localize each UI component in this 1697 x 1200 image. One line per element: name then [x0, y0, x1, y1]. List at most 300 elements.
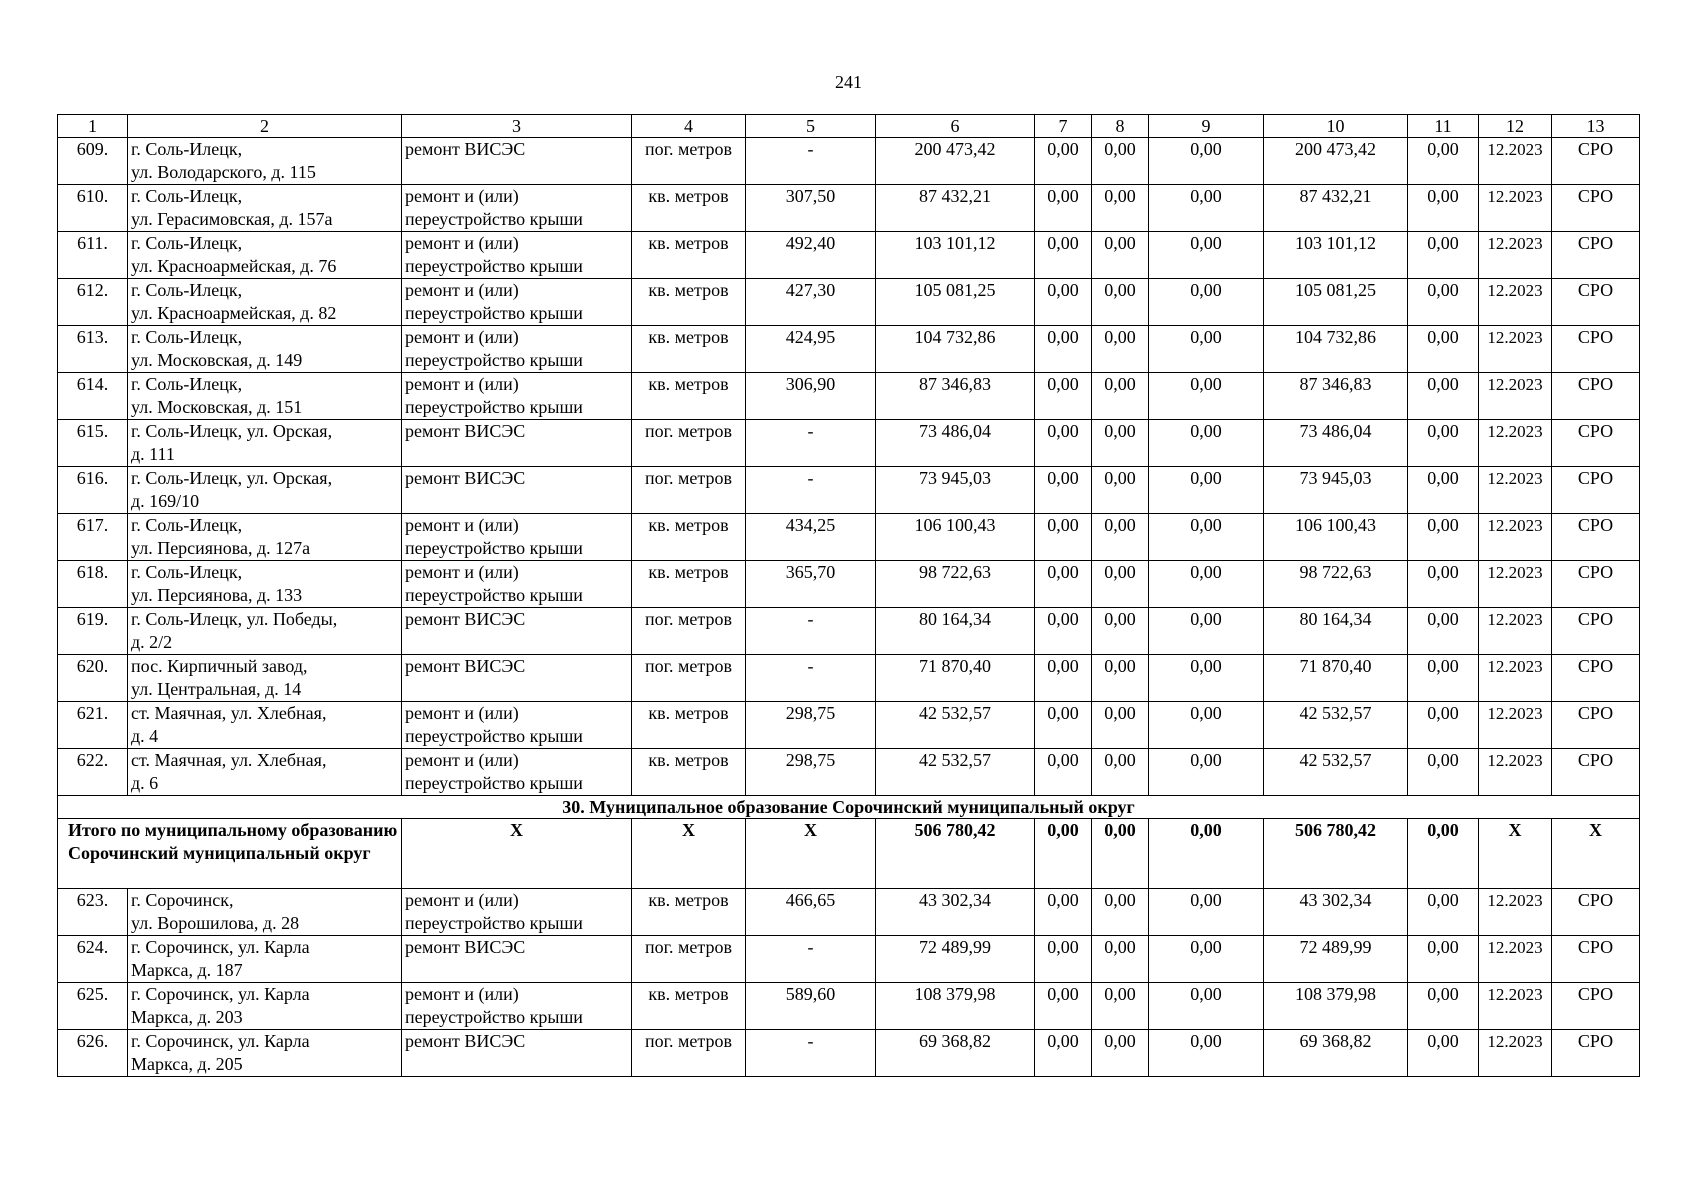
funds-col-7: 0,00 [1035, 749, 1092, 796]
column-number-header: 3 [402, 115, 632, 138]
address-line-1: г. Соль-Илецк, [131, 280, 243, 300]
row-number: 620. [58, 655, 128, 702]
quantity: - [746, 1030, 876, 1077]
work-type: ремонт ВИСЭС [402, 138, 632, 185]
funds-col-7: 0,00 [1035, 1030, 1092, 1077]
total-cost: 108 379,98 [876, 983, 1035, 1030]
completion-date: 12.2023 [1479, 467, 1552, 514]
funds-col-11: 0,00 [1408, 467, 1479, 514]
quantity: 306,90 [746, 373, 876, 420]
address-line-2: ул. Персиянова, д. 127а [131, 538, 311, 558]
address-line-1: г. Соль-Илецк, [131, 233, 243, 253]
column-number-header: 2 [128, 115, 402, 138]
funds-col-7: 0,00 [1035, 232, 1092, 279]
address-cell [128, 655, 402, 702]
category: СРО [1552, 702, 1640, 749]
funds-col-10: 80 164,34 [1264, 608, 1408, 655]
unit-of-measure: кв. метров [632, 373, 746, 420]
funds-col-8: 0,00 [1092, 279, 1149, 326]
total-cost: 72 489,99 [876, 936, 1035, 983]
row-number: 611. [58, 232, 128, 279]
category: СРО [1552, 279, 1640, 326]
category: СРО [1552, 514, 1640, 561]
address-cell [128, 749, 402, 796]
unit-of-measure: пог. метров [632, 1030, 746, 1077]
row-number: 621. [58, 702, 128, 749]
address-cell [128, 889, 402, 936]
funds-col-10: 87 432,21 [1264, 185, 1408, 232]
column-number-header: 6 [876, 115, 1035, 138]
funds-col-9: 0,00 [1149, 467, 1264, 514]
address-line-1: г. Соль-Илецк, [131, 374, 243, 394]
row-number: 623. [58, 889, 128, 936]
category: СРО [1552, 326, 1640, 373]
work-type: ремонт и (или) переустройство крыши [402, 749, 632, 796]
completion-date: 12.2023 [1479, 279, 1552, 326]
funds-col-9: 0,00 [1149, 514, 1264, 561]
table-row [58, 702, 1640, 749]
funds-col-9: 0,00 [1149, 185, 1264, 232]
table-row [58, 420, 1640, 467]
total-c12: X [1479, 819, 1552, 889]
funds-col-11: 0,00 [1408, 655, 1479, 702]
completion-date: 12.2023 [1479, 232, 1552, 279]
quantity: - [746, 608, 876, 655]
total-cost: 71 870,40 [876, 655, 1035, 702]
funds-col-8: 0,00 [1092, 608, 1149, 655]
address-line-1: ст. Маячная, ул. Хлебная, [131, 703, 327, 723]
funds-col-10: 104 732,86 [1264, 326, 1408, 373]
category: СРО [1552, 467, 1640, 514]
category: СРО [1552, 561, 1640, 608]
address-line-1: ст. Маячная, ул. Хлебная, [131, 750, 327, 770]
quantity: 434,25 [746, 514, 876, 561]
total-cost: 106 100,43 [876, 514, 1035, 561]
address-line-2: ул. Ворошилова, д. 28 [131, 913, 300, 933]
funds-col-8: 0,00 [1092, 936, 1149, 983]
address-cell [128, 561, 402, 608]
funds-col-10: 71 870,40 [1264, 655, 1408, 702]
address-line-2: ул. Персиянова, д. 133 [131, 585, 303, 605]
total-cost: 103 101,12 [876, 232, 1035, 279]
address-cell [128, 608, 402, 655]
funds-col-8: 0,00 [1092, 467, 1149, 514]
funds-col-7: 0,00 [1035, 561, 1092, 608]
column-number-header: 1 [58, 115, 128, 138]
work-type: ремонт и (или) переустройство крыши [402, 373, 632, 420]
funds-col-9: 0,00 [1149, 232, 1264, 279]
row-number: 619. [58, 608, 128, 655]
quantity: 427,30 [746, 279, 876, 326]
total-cost: 98 722,63 [876, 561, 1035, 608]
completion-date: 12.2023 [1479, 514, 1552, 561]
category: СРО [1552, 373, 1640, 420]
address-line-1: г. Соль-Илецк, [131, 562, 243, 582]
funds-col-11: 0,00 [1408, 514, 1479, 561]
funds-col-10: 108 379,98 [1264, 983, 1408, 1030]
unit-of-measure: кв. метров [632, 514, 746, 561]
category: СРО [1552, 420, 1640, 467]
funds-col-9: 0,00 [1149, 749, 1264, 796]
funds-col-11: 0,00 [1408, 608, 1479, 655]
completion-date: 12.2023 [1479, 749, 1552, 796]
funds-col-11: 0,00 [1408, 138, 1479, 185]
table-row [58, 608, 1640, 655]
funds-col-8: 0,00 [1092, 514, 1149, 561]
category: СРО [1552, 185, 1640, 232]
funds-col-7: 0,00 [1035, 655, 1092, 702]
table-row [58, 185, 1640, 232]
funds-col-10: 105 081,25 [1264, 279, 1408, 326]
address-line-2: д. 6 [131, 773, 159, 793]
funds-col-8: 0,00 [1092, 232, 1149, 279]
funds-col-11: 0,00 [1408, 1030, 1479, 1077]
quantity: - [746, 467, 876, 514]
address-cell [128, 702, 402, 749]
quantity: 492,40 [746, 232, 876, 279]
table-row [58, 936, 1640, 983]
funds-col-9: 0,00 [1149, 983, 1264, 1030]
address-line-2: ул. Центральная, д. 14 [131, 679, 302, 699]
unit-of-measure: кв. метров [632, 889, 746, 936]
address-line-2: Маркса, д. 187 [131, 960, 243, 980]
funds-col-9: 0,00 [1149, 420, 1264, 467]
total-cost: 69 368,82 [876, 1030, 1035, 1077]
quantity: - [746, 655, 876, 702]
column-number-header: 13 [1552, 115, 1640, 138]
funds-col-10: 73 486,04 [1264, 420, 1408, 467]
address-line-1: г. Соль-Илецк, ул. Орская, [131, 421, 333, 441]
total-cost: 42 532,57 [876, 749, 1035, 796]
address-line-2: ул. Красноармейская, д. 82 [131, 303, 337, 323]
funds-col-11: 0,00 [1408, 702, 1479, 749]
page-number: 241 [835, 72, 862, 92]
column-number-header: 7 [1035, 115, 1092, 138]
unit-of-measure: пог. метров [632, 655, 746, 702]
funds-col-9: 0,00 [1149, 608, 1264, 655]
funds-col-8: 0,00 [1092, 889, 1149, 936]
total-c8: 0,00 [1092, 819, 1149, 889]
unit-of-measure: пог. метров [632, 467, 746, 514]
funds-col-11: 0,00 [1408, 889, 1479, 936]
address-cell [128, 514, 402, 561]
funds-col-9: 0,00 [1149, 561, 1264, 608]
funds-col-7: 0,00 [1035, 608, 1092, 655]
funds-col-7: 0,00 [1035, 702, 1092, 749]
quantity: - [746, 420, 876, 467]
unit-of-measure: кв. метров [632, 185, 746, 232]
total-c9: 0,00 [1149, 819, 1264, 889]
row-number: 626. [58, 1030, 128, 1077]
address-line-2: д. 111 [131, 444, 175, 464]
funds-col-11: 0,00 [1408, 561, 1479, 608]
address-line-2: ул. Герасимовская, д. 157а [131, 209, 333, 229]
total-c4: X [632, 819, 746, 889]
address-cell [128, 326, 402, 373]
category: СРО [1552, 1030, 1640, 1077]
funds-col-11: 0,00 [1408, 232, 1479, 279]
address-cell [128, 983, 402, 1030]
work-type: ремонт и (или) переустройство крыши [402, 185, 632, 232]
completion-date: 12.2023 [1479, 889, 1552, 936]
funds-col-9: 0,00 [1149, 702, 1264, 749]
address-line-2: ул. Московская, д. 149 [131, 350, 303, 370]
funds-col-10: 98 722,63 [1264, 561, 1408, 608]
total-c3: X [402, 819, 632, 889]
row-number: 618. [58, 561, 128, 608]
quantity: 298,75 [746, 702, 876, 749]
address-line-1: г. Соль-Илецк, ул. Орская, [131, 468, 333, 488]
funds-col-10: 73 945,03 [1264, 467, 1408, 514]
funds-col-8: 0,00 [1092, 138, 1149, 185]
total-cost: 42 532,57 [876, 702, 1035, 749]
address-line-1: г. Сорочинск, ул. Карла [131, 1031, 310, 1051]
funds-col-8: 0,00 [1092, 655, 1149, 702]
row-number: 613. [58, 326, 128, 373]
address-cell [128, 138, 402, 185]
work-type: ремонт ВИСЭС [402, 936, 632, 983]
completion-date: 12.2023 [1479, 983, 1552, 1030]
table-row [58, 138, 1640, 185]
funds-col-7: 0,00 [1035, 373, 1092, 420]
unit-of-measure: кв. метров [632, 326, 746, 373]
column-number-header: 8 [1092, 115, 1149, 138]
quantity: 365,70 [746, 561, 876, 608]
category: СРО [1552, 232, 1640, 279]
table-row [58, 373, 1640, 420]
row-number: 624. [58, 936, 128, 983]
section-heading-row [58, 796, 1640, 819]
completion-date: 12.2023 [1479, 608, 1552, 655]
funds-col-7: 0,00 [1035, 467, 1092, 514]
funds-col-11: 0,00 [1408, 420, 1479, 467]
completion-date: 12.2023 [1479, 936, 1552, 983]
funds-col-9: 0,00 [1149, 279, 1264, 326]
completion-date: 12.2023 [1479, 326, 1552, 373]
funds-col-10: 106 100,43 [1264, 514, 1408, 561]
funds-col-8: 0,00 [1092, 983, 1149, 1030]
column-number-header: 11 [1408, 115, 1479, 138]
work-type: ремонт ВИСЭС [402, 655, 632, 702]
work-type: ремонт ВИСЭС [402, 467, 632, 514]
funds-col-8: 0,00 [1092, 702, 1149, 749]
address-line-2: Маркса, д. 205 [131, 1054, 243, 1074]
completion-date: 12.2023 [1479, 185, 1552, 232]
total-cost: 73 486,04 [876, 420, 1035, 467]
unit-of-measure: пог. метров [632, 420, 746, 467]
funds-col-8: 0,00 [1092, 1030, 1149, 1077]
total-c13: X [1552, 819, 1640, 889]
funds-col-7: 0,00 [1035, 279, 1092, 326]
completion-date: 12.2023 [1479, 420, 1552, 467]
address-line-1: пос. Кирпичный завод, [131, 656, 308, 676]
row-number: 615. [58, 420, 128, 467]
total-c11: 0,00 [1408, 819, 1479, 889]
address-line-1: г. Соль-Илецк, [131, 139, 243, 159]
funds-col-10: 69 368,82 [1264, 1030, 1408, 1077]
address-line-2: д. 169/10 [131, 491, 200, 511]
quantity: - [746, 138, 876, 185]
address-line-2: ул. Володарского, д. 115 [131, 162, 316, 182]
quantity: 466,65 [746, 889, 876, 936]
address-cell [128, 185, 402, 232]
work-type: ремонт и (или) переустройство крыши [402, 889, 632, 936]
total-c7: 0,00 [1035, 819, 1092, 889]
work-type: ремонт и (или) переустройство крыши [402, 232, 632, 279]
total-cost: 87 432,21 [876, 185, 1035, 232]
unit-of-measure: кв. метров [632, 702, 746, 749]
funds-col-9: 0,00 [1149, 1030, 1264, 1077]
funds-col-8: 0,00 [1092, 326, 1149, 373]
address-line-1: г. Соль-Илецк, [131, 186, 243, 206]
funds-col-8: 0,00 [1092, 185, 1149, 232]
funds-col-9: 0,00 [1149, 373, 1264, 420]
total-cost: 80 164,34 [876, 608, 1035, 655]
category: СРО [1552, 655, 1640, 702]
completion-date: 12.2023 [1479, 138, 1552, 185]
address-line-2: д. 2/2 [131, 632, 173, 652]
category: СРО [1552, 608, 1640, 655]
quantity: 298,75 [746, 749, 876, 796]
funds-col-9: 0,00 [1149, 138, 1264, 185]
funds-col-8: 0,00 [1092, 420, 1149, 467]
table-row [58, 467, 1640, 514]
total-c6: 506 780,42 [876, 819, 1035, 889]
table-row [58, 326, 1640, 373]
funds-col-10: 103 101,12 [1264, 232, 1408, 279]
funds-col-10: 72 489,99 [1264, 936, 1408, 983]
column-number-header: 9 [1149, 115, 1264, 138]
category: СРО [1552, 983, 1640, 1030]
total-c10: 506 780,42 [1264, 819, 1408, 889]
funds-col-7: 0,00 [1035, 185, 1092, 232]
funds-col-7: 0,00 [1035, 326, 1092, 373]
funds-col-11: 0,00 [1408, 936, 1479, 983]
funds-col-7: 0,00 [1035, 983, 1092, 1030]
category: СРО [1552, 138, 1640, 185]
funds-col-11: 0,00 [1408, 326, 1479, 373]
unit-of-measure: пог. метров [632, 138, 746, 185]
unit-of-measure: пог. метров [632, 608, 746, 655]
column-number-header-row [58, 115, 1640, 138]
total-cost: 200 473,42 [876, 138, 1035, 185]
address-line-1: г. Сорочинск, ул. Карла [131, 984, 310, 1004]
funds-col-7: 0,00 [1035, 514, 1092, 561]
work-type: ремонт и (или) переустройство крыши [402, 326, 632, 373]
address-cell [128, 936, 402, 983]
column-number-header: 12 [1479, 115, 1552, 138]
funds-col-7: 0,00 [1035, 936, 1092, 983]
quantity: 307,50 [746, 185, 876, 232]
funds-col-11: 0,00 [1408, 983, 1479, 1030]
table-row [58, 749, 1640, 796]
unit-of-measure: пог. метров [632, 936, 746, 983]
work-type: ремонт и (или) переустройство крыши [402, 702, 632, 749]
total-c5: X [746, 819, 876, 889]
address-line-1: г. Соль-Илецк, ул. Победы, [131, 609, 338, 629]
address-cell [128, 1030, 402, 1077]
total-label: Итого по муниципальному образованию Сорочинский муниципальный округ [58, 819, 402, 889]
quantity: 589,60 [746, 983, 876, 1030]
completion-date: 12.2023 [1479, 373, 1552, 420]
quantity: 424,95 [746, 326, 876, 373]
category: СРО [1552, 889, 1640, 936]
work-type: ремонт ВИСЭС [402, 420, 632, 467]
funds-col-10: 87 346,83 [1264, 373, 1408, 420]
completion-date: 12.2023 [1479, 1030, 1552, 1077]
funds-col-11: 0,00 [1408, 279, 1479, 326]
address-line-1: г. Соль-Илецк, [131, 515, 243, 535]
work-type: ремонт и (или) переустройство крыши [402, 279, 632, 326]
row-number: 617. [58, 514, 128, 561]
funds-col-10: 43 302,34 [1264, 889, 1408, 936]
funds-col-11: 0,00 [1408, 373, 1479, 420]
address-cell [128, 467, 402, 514]
address-line-2: ул. Московская, д. 151 [131, 397, 303, 417]
unit-of-measure: кв. метров [632, 749, 746, 796]
column-number-header: 4 [632, 115, 746, 138]
work-type: ремонт и (или) переустройство крыши [402, 561, 632, 608]
total-cost: 105 081,25 [876, 279, 1035, 326]
row-number: 612. [58, 279, 128, 326]
completion-date: 12.2023 [1479, 655, 1552, 702]
funds-col-7: 0,00 [1035, 889, 1092, 936]
funds-col-9: 0,00 [1149, 889, 1264, 936]
completion-date: 12.2023 [1479, 561, 1552, 608]
table-row [58, 561, 1640, 608]
funds-col-10: 200 473,42 [1264, 138, 1408, 185]
row-number: 610. [58, 185, 128, 232]
table-row [58, 983, 1640, 1030]
funds-col-11: 0,00 [1408, 749, 1479, 796]
funds-col-9: 0,00 [1149, 655, 1264, 702]
total-cost: 104 732,86 [876, 326, 1035, 373]
municipality-total-row [58, 819, 1640, 889]
funds-col-8: 0,00 [1092, 373, 1149, 420]
table-row [58, 514, 1640, 561]
row-number: 622. [58, 749, 128, 796]
row-number: 625. [58, 983, 128, 1030]
category: СРО [1552, 749, 1640, 796]
address-line-2: ул. Красноармейская, д. 76 [131, 256, 337, 276]
table-row [58, 655, 1640, 702]
total-cost: 87 346,83 [876, 373, 1035, 420]
funds-col-9: 0,00 [1149, 326, 1264, 373]
row-number: 614. [58, 373, 128, 420]
work-type: ремонт ВИСЭС [402, 608, 632, 655]
work-type: ремонт и (или) переустройство крыши [402, 514, 632, 561]
unit-of-measure: кв. метров [632, 279, 746, 326]
repair-schedule-table [57, 114, 1640, 1077]
table-row [58, 279, 1640, 326]
table-row [58, 1030, 1640, 1077]
table-row [58, 889, 1640, 936]
address-cell [128, 232, 402, 279]
column-number-header: 10 [1264, 115, 1408, 138]
unit-of-measure: кв. метров [632, 232, 746, 279]
address-line-1: г. Соль-Илецк, [131, 327, 243, 347]
work-type: ремонт и (или) переустройство крыши [402, 983, 632, 1030]
address-cell [128, 420, 402, 467]
funds-col-11: 0,00 [1408, 185, 1479, 232]
section-title: 30. Муниципальное образование Сорочинский муниципальный округ [58, 796, 1640, 819]
total-cost: 43 302,34 [876, 889, 1035, 936]
unit-of-measure: кв. метров [632, 561, 746, 608]
funds-col-8: 0,00 [1092, 749, 1149, 796]
total-cost: 73 945,03 [876, 467, 1035, 514]
row-number: 616. [58, 467, 128, 514]
address-line-1: г. Сорочинск, ул. Карла [131, 937, 310, 957]
